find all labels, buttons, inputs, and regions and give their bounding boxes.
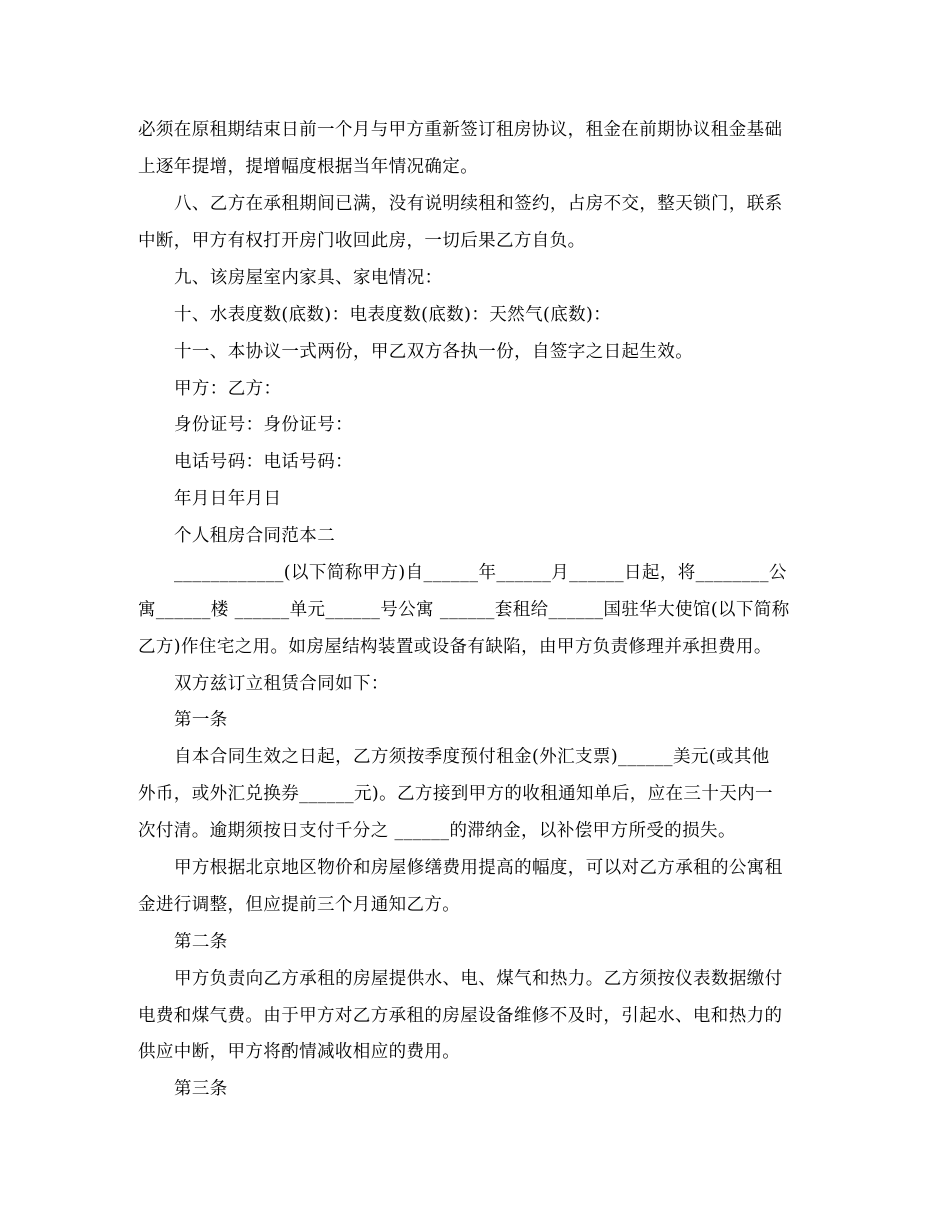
text-line: 年月日年月日 xyxy=(174,489,282,509)
text-line: 中断，甲方有权打开房门收回此房，一切后果乙方自负。 xyxy=(138,231,586,251)
text-line: 甲方根据北京地区物价和房屋修缮费用提高的幅度，可以对乙方承租的公寓租 xyxy=(174,858,783,878)
text-line: 上逐年提增，提增幅度根据当年情况确定。 xyxy=(138,157,479,177)
text-line: 金进行调整，但应提前三个月通知乙方。 xyxy=(138,895,461,915)
text-line: 自本合同生效之日起，乙方须按季度预付租金(外汇支票)______美元(或其他 xyxy=(174,747,770,767)
text-line: 十、水表度数(底数)：电表度数(底数)：天然气(底数)： xyxy=(174,305,612,325)
text-line: 双方兹订立租赁合同如下： xyxy=(174,674,389,694)
text-line: 九、该房屋室内家具、家电情况： xyxy=(174,268,443,288)
text-line: 供应中断，甲方将酌情减收相应的费用。 xyxy=(138,1042,461,1062)
text-line: 次付清。逾期须按日支付千分之 ______的滞纳金，以补偿甲方所受的损失。 xyxy=(138,821,736,841)
text-line: 甲方：乙方： xyxy=(174,379,282,399)
text-line: 电话号码：电话号码： xyxy=(174,452,353,472)
text-line: 十一、本协议一式两份，甲乙双方各执一份，自签字之日起生效。 xyxy=(174,342,694,362)
text-line: 寓______楼 ______单元______号公寓 ______套租给______国驻华大使馆(以下简称 xyxy=(138,600,790,620)
text-line: 乙方)作住宅之用。如房屋结构装置或设备有缺陷，由甲方负责修理并承担费用。 xyxy=(138,637,772,657)
article-heading: 第三条 xyxy=(174,1079,228,1099)
text-line: ____________(以下简称甲方)自______年______月______日起，将________公 xyxy=(174,563,787,583)
text-line: 身份证号：身份证号： xyxy=(174,415,353,435)
text-line: 甲方负责向乙方承租的房屋提供水、电、煤气和热力。乙方须按仪表数据缴付 xyxy=(174,969,783,989)
text-line: 八、乙方在承租期间已满，没有说明续租和签约，占房不交，整天锁门，联系 xyxy=(174,194,783,214)
text-line: 电费和煤气费。由于甲方对乙方承租的房屋设备维修不及时，引起水、电和热力的 xyxy=(138,1006,783,1026)
article-heading: 第一条 xyxy=(174,710,228,730)
section-title: 个人租房合同范本二 xyxy=(174,526,336,546)
article-heading: 第二条 xyxy=(174,932,228,952)
text-line: 必须在原租期结束日前一个月与甲方重新签订租房协议，租金在前期协议租金基础 xyxy=(138,120,783,140)
text-line: 外币，或外汇兑换券______元)。乙方接到甲方的收租通知单后，应在三十天内一 xyxy=(138,784,773,804)
